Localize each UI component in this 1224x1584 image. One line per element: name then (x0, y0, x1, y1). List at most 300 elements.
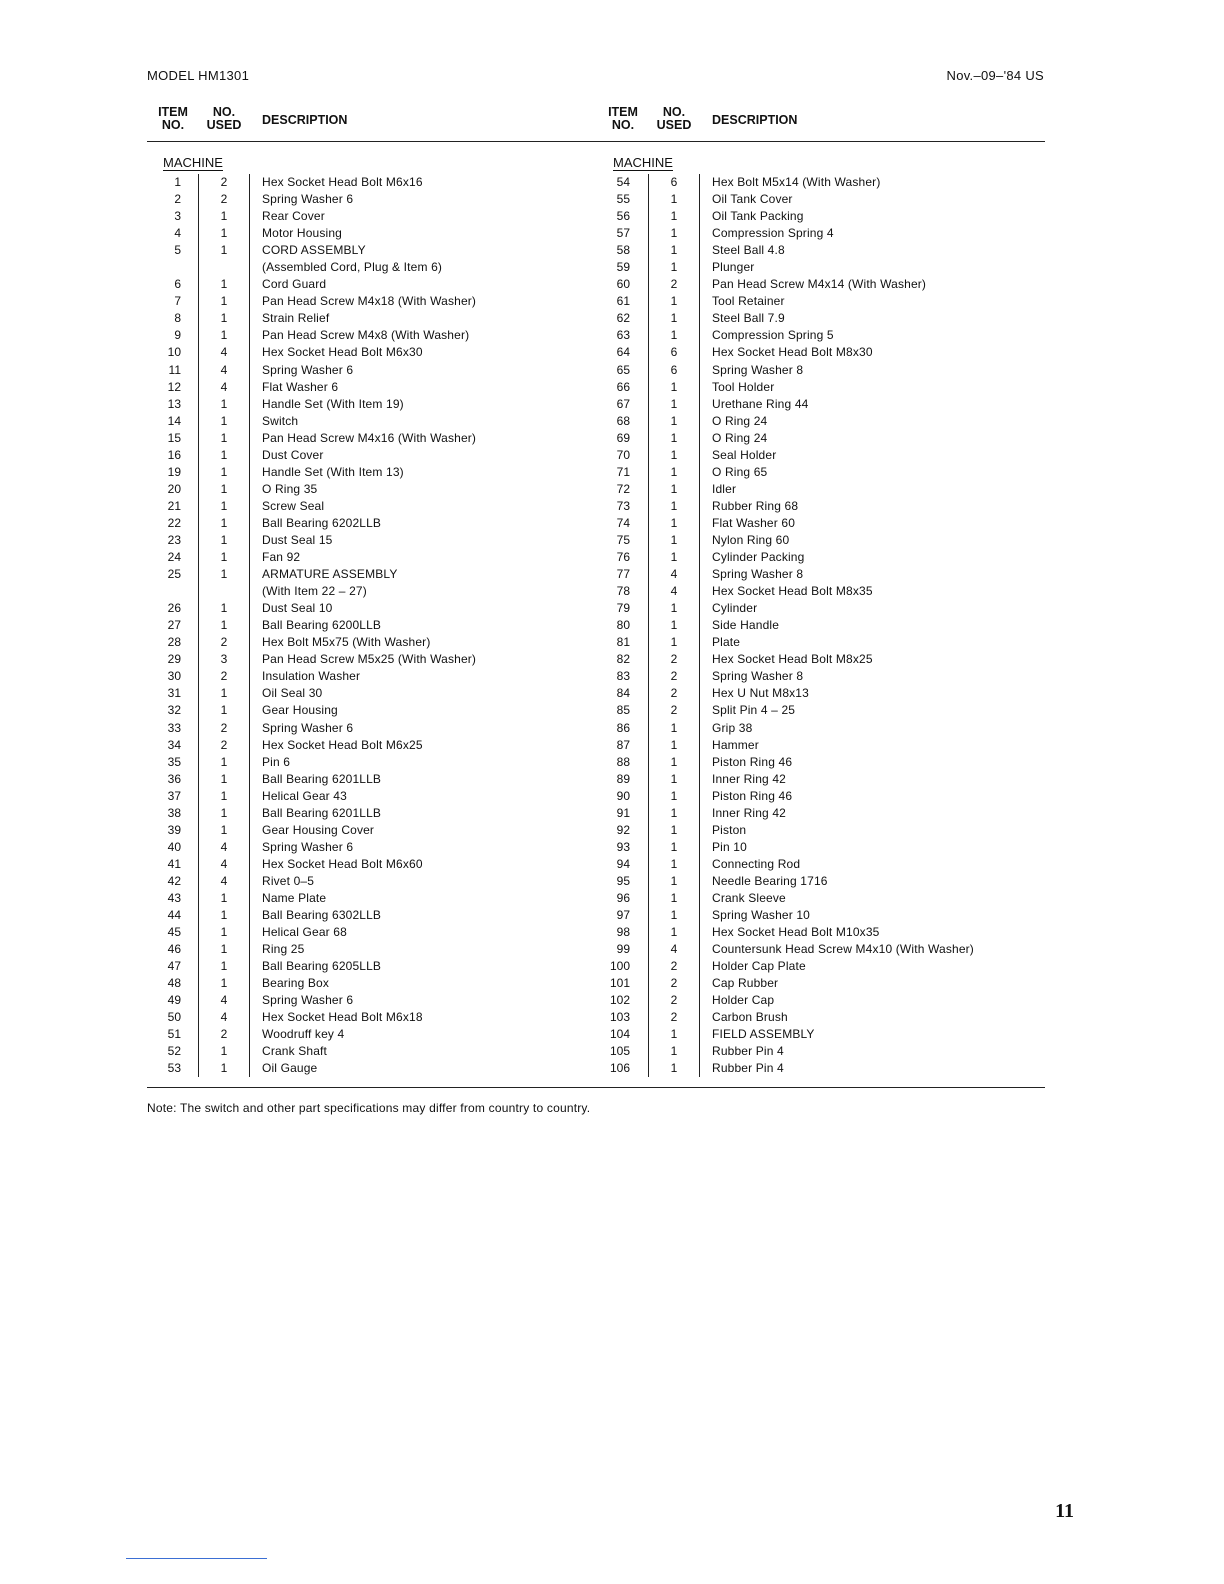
parts-row (597, 379, 1047, 396)
parts-row (147, 907, 597, 924)
quantity-used: 6 (648, 344, 700, 361)
part-description: Cord Guard (262, 277, 327, 292)
part-description: Bearing Box (262, 976, 330, 991)
parts-row (597, 293, 1047, 310)
parts-row (597, 1026, 1047, 1043)
part-description: Woodruff key 4 (262, 1027, 345, 1042)
parts-row (147, 634, 597, 651)
part-description: Spring Washer 8 (712, 669, 804, 684)
part-description: Steel Ball 7.9 (712, 311, 785, 326)
parts-row (597, 788, 1047, 805)
item-number: 83 (616, 669, 630, 684)
used-header-line1: NO. (662, 105, 686, 119)
item-number: 75 (616, 532, 630, 547)
quantity-used: 1 (198, 600, 250, 617)
quantity-used: 4 (198, 344, 250, 361)
part-description: Fan 92 (262, 550, 301, 565)
item-number: 20 (167, 481, 181, 496)
item-number: 86 (616, 720, 630, 735)
item-number: 48 (167, 976, 181, 991)
parts-row (147, 396, 597, 413)
parts-row (597, 634, 1047, 651)
part-description: Oil Tank Cover (712, 192, 793, 207)
item-number: 93 (616, 839, 630, 854)
parts-row (597, 396, 1047, 413)
part-description: Pan Head Screw M4x8 (With Washer) (262, 328, 470, 343)
parts-row (597, 174, 1047, 191)
parts-row (147, 447, 597, 464)
parts-rows-right (597, 174, 1047, 1077)
item-number: 89 (616, 771, 630, 786)
table-bottom-divider (147, 1087, 1045, 1088)
item-number: 102 (609, 993, 630, 1008)
item-number: 90 (616, 788, 630, 803)
part-description: Idler (712, 481, 737, 496)
section-heading (147, 142, 597, 174)
item-number: 60 (616, 277, 630, 292)
parts-row (147, 481, 597, 498)
quantity-used: 1 (648, 242, 700, 259)
part-description: Rubber Ring 68 (712, 498, 799, 513)
item-number: 65 (616, 362, 630, 377)
item-number: 49 (167, 993, 181, 1008)
parts-row (147, 208, 597, 225)
quantity-used: 1 (648, 856, 700, 873)
quantity-used: 1 (648, 379, 700, 396)
quantity-used: 2 (198, 668, 250, 685)
parts-row (147, 413, 597, 430)
quantity-used: 1 (648, 532, 700, 549)
parts-row (147, 293, 597, 310)
description-header: DESCRIPTION (712, 113, 798, 127)
quantity-used: 1 (198, 754, 250, 771)
quantity-used: 2 (648, 685, 700, 702)
parts-row (147, 856, 597, 873)
parts-row (597, 839, 1047, 856)
parts-row (597, 890, 1047, 907)
parts-row (597, 242, 1047, 259)
part-description: Connecting Rod (712, 856, 801, 871)
parts-row (597, 532, 1047, 549)
item-number: 44 (167, 908, 181, 923)
item-header-line2: NO. (161, 118, 185, 132)
parts-row (147, 379, 597, 396)
revision-date: Nov.–09–'84 US (946, 68, 1044, 83)
quantity-used: 4 (648, 583, 700, 600)
parts-row (147, 583, 597, 600)
quantity-used: 1 (198, 327, 250, 344)
item-number: 82 (616, 652, 630, 667)
part-description: Hex Socket Head Bolt M8x30 (712, 345, 873, 360)
item-header-line1: ITEM (158, 105, 188, 119)
quantity-used: 1 (648, 1060, 700, 1077)
part-description: Steel Ball 4.8 (712, 243, 785, 258)
quantity-used: 1 (198, 958, 250, 975)
part-description: Ball Bearing 6201LLB (262, 805, 382, 820)
quantity-used: 1 (648, 771, 700, 788)
item-number: 8 (174, 311, 181, 326)
quantity-used: 4 (648, 566, 700, 583)
part-description: Nylon Ring 60 (712, 532, 790, 547)
part-description: Hex U Nut M8x13 (712, 686, 809, 701)
quantity-used: 1 (198, 515, 250, 532)
item-number: 66 (616, 379, 630, 394)
item-number: 58 (616, 243, 630, 258)
item-number: 29 (167, 652, 181, 667)
item-number: 4 (174, 226, 181, 241)
parts-row (147, 771, 597, 788)
item-number: 77 (616, 567, 630, 582)
quantity-used: 1 (198, 225, 250, 242)
item-number: 70 (616, 447, 630, 462)
quantity-used: 6 (648, 362, 700, 379)
item-number: 46 (167, 942, 181, 957)
quantity-used: 1 (648, 191, 700, 208)
parts-row (147, 702, 597, 719)
part-description: Cylinder (712, 601, 758, 616)
part-description: Urethane Ring 44 (712, 396, 809, 411)
part-description: Pan Head Screw M4x14 (With Washer) (712, 277, 927, 292)
parts-row (147, 617, 597, 634)
item-number: 38 (167, 805, 181, 820)
item-number: 68 (616, 413, 630, 428)
part-description: Pin 6 (262, 754, 291, 769)
quantity-used: 1 (198, 498, 250, 515)
quantity-used: 2 (648, 276, 700, 293)
quantity-used: 2 (198, 191, 250, 208)
part-description: Hex Socket Head Bolt M8x35 (712, 584, 873, 599)
item-number: 7 (174, 294, 181, 309)
quantity-used: 1 (648, 788, 700, 805)
quantity-used: 1 (198, 310, 250, 327)
used-header-line2: USED (206, 118, 242, 132)
section-label: MACHINE (163, 155, 223, 170)
parts-row (597, 941, 1047, 958)
item-number: 63 (616, 328, 630, 343)
part-description: Spring Washer 6 (262, 839, 354, 854)
parts-row (147, 1043, 597, 1060)
quantity-used: 1 (648, 839, 700, 856)
parts-row (597, 464, 1047, 481)
part-description: (With Item 22 – 27) (262, 584, 367, 599)
quantity-used: 1 (198, 941, 250, 958)
parts-row (147, 975, 597, 992)
parts-row (147, 1060, 597, 1077)
part-description: Piston (712, 822, 747, 837)
quantity-used: 1 (648, 924, 700, 941)
quantity-used: 4 (198, 992, 250, 1009)
item-number: 76 (616, 550, 630, 565)
parts-row (597, 430, 1047, 447)
parts-row (597, 754, 1047, 771)
parts-row (147, 464, 597, 481)
item-number: 23 (167, 532, 181, 547)
item-number: 32 (167, 703, 181, 718)
quantity-used: 1 (648, 413, 700, 430)
part-description: Hex Bolt M5x75 (With Washer) (262, 635, 431, 650)
item-number: 104 (609, 1027, 630, 1042)
parts-rows-left (147, 174, 597, 1077)
parts-row (597, 856, 1047, 873)
part-description: Screw Seal (262, 498, 325, 513)
quantity-used: 1 (648, 225, 700, 242)
quantity-used: 1 (648, 873, 700, 890)
quantity-used: 4 (198, 839, 250, 856)
part-description: O Ring 65 (712, 464, 768, 479)
parts-row (147, 515, 597, 532)
quantity-used: 1 (648, 805, 700, 822)
part-description: Plunger (712, 260, 755, 275)
quantity-used: 1 (198, 208, 250, 225)
item-no-header (147, 106, 199, 132)
quantity-used: 2 (648, 1009, 700, 1026)
parts-row (147, 498, 597, 515)
parts-row (597, 975, 1047, 992)
parts-row (147, 191, 597, 208)
parts-row (597, 1009, 1047, 1026)
quantity-used: 1 (198, 788, 250, 805)
parts-row (597, 447, 1047, 464)
item-number: 45 (167, 925, 181, 940)
quantity-used: 1 (198, 702, 250, 719)
column-header (597, 104, 1047, 142)
parts-row (147, 822, 597, 839)
parts-row (597, 310, 1047, 327)
parts-row (597, 805, 1047, 822)
quantity-used: 1 (198, 242, 250, 259)
parts-row (147, 873, 597, 890)
part-description: Plate (712, 635, 741, 650)
part-description: Crank Shaft (262, 1044, 328, 1059)
model-label: MODEL HM1301 (147, 68, 250, 83)
part-description: Piston Ring 46 (712, 788, 793, 803)
quantity-used: 1 (648, 617, 700, 634)
quantity-used: 1 (198, 430, 250, 447)
parts-row (147, 941, 597, 958)
parts-row (147, 600, 597, 617)
parts-row (597, 566, 1047, 583)
column-header (147, 104, 597, 142)
item-no-header (597, 106, 649, 132)
item-number: 24 (167, 550, 181, 565)
item-number: 59 (616, 260, 630, 275)
item-number: 37 (167, 788, 181, 803)
part-description: Handle Set (With Item 19) (262, 396, 404, 411)
item-number: 3 (174, 209, 181, 224)
part-description: Name Plate (262, 890, 327, 905)
item-number: 64 (616, 345, 630, 360)
quantity-used: 1 (648, 310, 700, 327)
no-used-header (199, 106, 249, 132)
part-description: Helical Gear 68 (262, 925, 347, 940)
quantity-used: 1 (198, 822, 250, 839)
quantity-used: 1 (198, 566, 250, 583)
quantity-used: 1 (198, 276, 250, 293)
item-number: 34 (167, 737, 181, 752)
parts-row (597, 498, 1047, 515)
item-number: 41 (167, 856, 181, 871)
part-description: Piston Ring 46 (712, 754, 793, 769)
parts-row (597, 771, 1047, 788)
item-number: 85 (616, 703, 630, 718)
part-description: Motor Housing (262, 226, 342, 241)
parts-row (147, 992, 597, 1009)
item-number: 43 (167, 890, 181, 905)
item-number: 31 (167, 686, 181, 701)
item-number: 15 (167, 430, 181, 445)
quantity-used: 1 (648, 890, 700, 907)
quantity-used: 1 (198, 907, 250, 924)
quantity-used: 2 (648, 992, 700, 1009)
item-number: 72 (616, 481, 630, 496)
parts-row (597, 651, 1047, 668)
part-description: Oil Seal 30 (262, 686, 323, 701)
part-description: Carbon Brush (712, 1010, 788, 1025)
parts-row (597, 685, 1047, 702)
part-description: Tool Holder (712, 379, 775, 394)
item-number: 14 (167, 413, 181, 428)
parts-row (597, 362, 1047, 379)
quantity-used: 1 (648, 634, 700, 651)
parts-row (147, 685, 597, 702)
parts-column-right (597, 104, 1047, 1077)
item-number: 61 (616, 294, 630, 309)
parts-row (597, 992, 1047, 1009)
parts-row (147, 737, 597, 754)
item-number: 84 (616, 686, 630, 701)
item-number: 11 (168, 362, 181, 377)
part-description: Inner Ring 42 (712, 805, 786, 820)
quantity-used: 1 (198, 549, 250, 566)
quantity-used: 1 (198, 447, 250, 464)
part-description: Handle Set (With Item 13) (262, 464, 404, 479)
parts-row (147, 310, 597, 327)
part-description: Helical Gear 43 (262, 788, 347, 803)
quantity-used: 1 (648, 498, 700, 515)
item-number: 73 (616, 498, 630, 513)
part-description: Dust Cover (262, 447, 324, 462)
quantity-used (198, 583, 250, 600)
parts-row (147, 754, 597, 771)
item-number: 98 (616, 925, 630, 940)
part-description: Spring Washer 10 (712, 908, 811, 923)
item-number: 95 (616, 873, 630, 888)
parts-row (597, 225, 1047, 242)
section-label: MACHINE (613, 155, 673, 170)
parts-row (147, 549, 597, 566)
header-divider (147, 141, 1045, 142)
item-number: 12 (167, 379, 181, 394)
item-number: 81 (616, 635, 630, 650)
item-number: 69 (616, 430, 630, 445)
part-description: Hammer (712, 737, 759, 752)
parts-row (147, 430, 597, 447)
item-number: 105 (609, 1044, 630, 1059)
item-number: 57 (616, 226, 630, 241)
part-description: Spring Washer 6 (262, 720, 354, 735)
parts-row (597, 259, 1047, 276)
parts-row (147, 174, 597, 191)
parts-row (597, 276, 1047, 293)
part-description: CORD ASSEMBLY (262, 243, 366, 258)
part-description: Compression Spring 5 (712, 328, 834, 343)
part-description: O Ring 24 (712, 413, 768, 428)
quantity-used: 2 (648, 975, 700, 992)
part-description: Ball Bearing 6302LLB (262, 908, 382, 923)
quantity-used: 4 (198, 379, 250, 396)
quantity-used: 2 (198, 634, 250, 651)
quantity-used: 6 (648, 174, 700, 191)
parts-row (597, 600, 1047, 617)
item-number: 33 (167, 720, 181, 735)
quantity-used: 4 (198, 873, 250, 890)
part-description: Flat Washer 6 (262, 379, 339, 394)
parts-row (597, 873, 1047, 890)
parts-row (147, 788, 597, 805)
parts-column-left (147, 104, 597, 1077)
section-heading (597, 142, 1047, 174)
item-number: 16 (167, 447, 181, 462)
quantity-used: 3 (198, 651, 250, 668)
part-description: FIELD ASSEMBLY (712, 1027, 815, 1042)
part-description: Dust Seal 10 (262, 601, 333, 616)
quantity-used: 2 (648, 651, 700, 668)
part-description: Gear Housing Cover (262, 822, 375, 837)
part-description: Holder Cap Plate (712, 959, 806, 974)
item-number: 78 (616, 584, 630, 599)
part-description: Spring Washer 8 (712, 567, 804, 582)
part-description: Hex Bolt M5x14 (With Washer) (712, 175, 881, 189)
part-description: Spring Washer 8 (712, 362, 804, 377)
part-description: Needle Bearing 1716 (712, 873, 828, 888)
part-description: Side Handle (712, 618, 780, 633)
item-number: 50 (167, 1010, 181, 1025)
parts-row (597, 549, 1047, 566)
part-description: Split Pin 4 – 25 (712, 703, 796, 718)
parts-row (147, 532, 597, 549)
quantity-used: 2 (198, 1026, 250, 1043)
item-number: 35 (167, 754, 181, 769)
parts-row (597, 583, 1047, 600)
part-description: Holder Cap (712, 993, 775, 1008)
item-number: 30 (167, 669, 181, 684)
quantity-used: 1 (198, 1060, 250, 1077)
item-number: 19 (167, 464, 181, 479)
quantity-used: 2 (198, 720, 250, 737)
part-description: Gear Housing (262, 703, 338, 718)
part-description: Strain Relief (262, 311, 330, 326)
quantity-used: 1 (198, 975, 250, 992)
item-number: 51 (167, 1027, 181, 1042)
quantity-used: 1 (198, 924, 250, 941)
quantity-used: 1 (648, 822, 700, 839)
item-number: 1 (174, 175, 181, 189)
parts-row (147, 805, 597, 822)
part-description: Flat Washer 60 (712, 515, 796, 530)
quantity-used: 1 (198, 464, 250, 481)
part-description: Hex Socket Head Bolt M10x35 (712, 925, 880, 940)
item-number: 67 (616, 396, 630, 411)
item-number: 96 (616, 890, 630, 905)
quantity-used: 1 (198, 685, 250, 702)
part-description: O Ring 35 (262, 481, 318, 496)
quantity-used (198, 259, 250, 276)
quantity-used: 1 (648, 259, 700, 276)
parts-row (597, 208, 1047, 225)
part-description: Inner Ring 42 (712, 771, 786, 786)
item-number: 55 (616, 192, 630, 207)
description-header: DESCRIPTION (262, 113, 348, 127)
